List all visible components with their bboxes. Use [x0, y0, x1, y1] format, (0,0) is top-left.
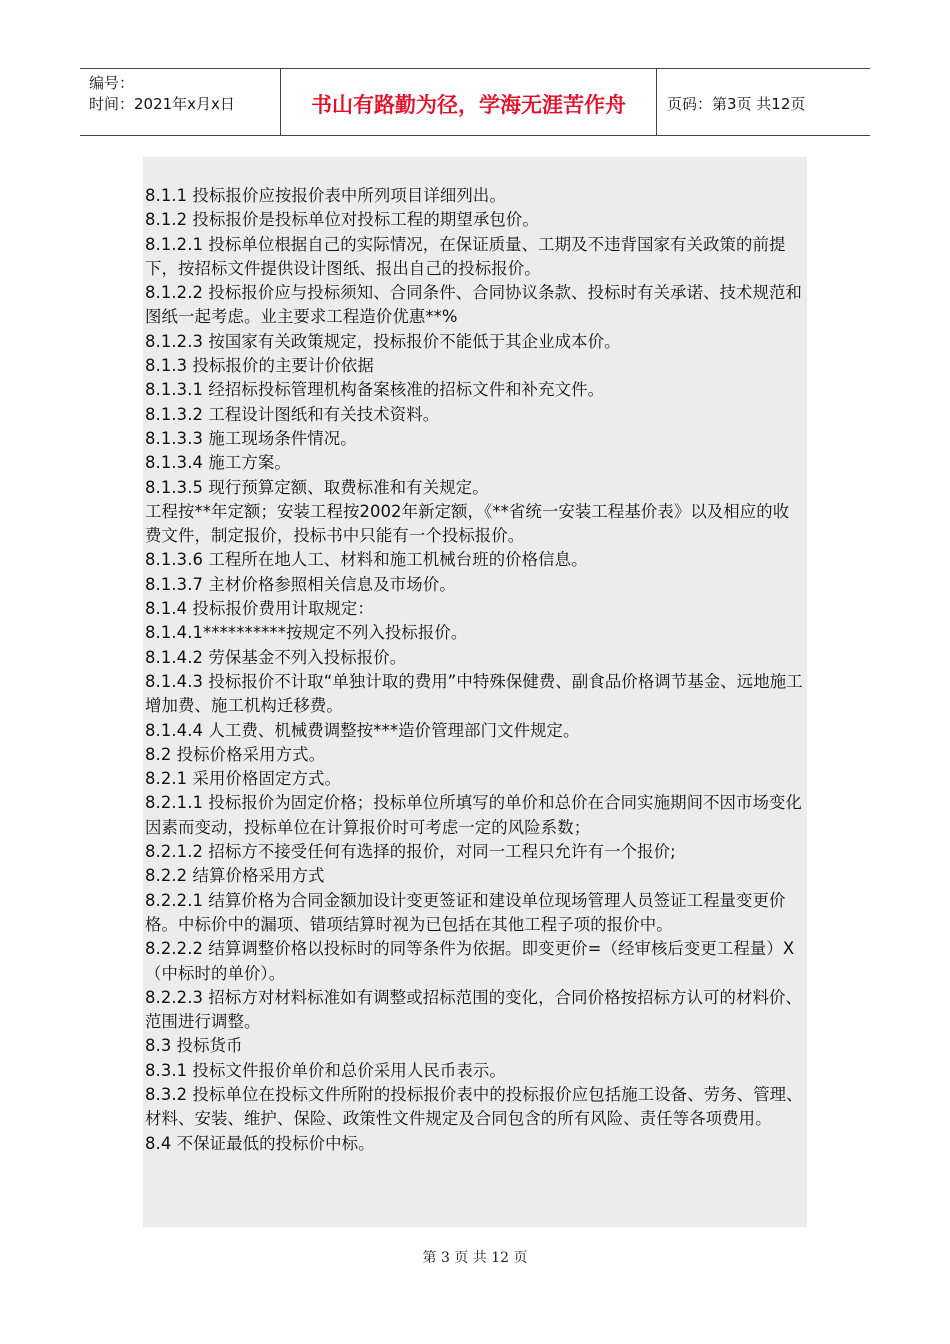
paragraph: 8.3.1 投标文件报价单价和总价采用人民币表示。: [145, 1060, 506, 1080]
paragraph: 8.1.3.1 经招标投标管理机构备案核准的招标文件和补充文件。: [145, 380, 605, 400]
paragraph: 8.2.1.1 投标报价为固定价格；投标单位所填写的单价和总价在合同实施期间不因市场变化因素而变动，投标单位在计算报价时可考虑一定的风险系数；: [145, 793, 803, 837]
paragraph: 8.1.3.4 施工方案。: [145, 453, 291, 473]
paragraph: 工程按**年定额；安装工程按2002年新定额，《**省统一安装工程基价表》以及相应的收费文件，制定报价，投标书中只能有一个投标报价。: [145, 501, 790, 546]
paragraph: 8.1.4 投标报价费用计取规定：: [145, 599, 374, 619]
paragraph: 8.1.4.2 劳保基金不列入投标报价。: [145, 647, 407, 667]
header-page-info: 页码：第3页 共12页: [667, 94, 806, 113]
paragraph: 8.1.2.3 按国家有关政策规定，投标报价不能低于其企业成本价。: [145, 331, 621, 351]
document-body: [143, 157, 807, 1227]
paragraph: 8.1.1 投标报价应按报价表中所列项目详细列出。: [145, 186, 506, 205]
paragraph: 8.1.4.3 投标报价不计取“单独计取的费用”中特殊保健费、副食品价格调节基金、远地施工增加费、施工机构迁移费。: [145, 671, 803, 716]
paragraph: 8.1.3 投标报价的主要计价依据: [145, 356, 374, 376]
paragraph: 8.1.2.2 投标报价应与投标须知、合同条件、合同协议条款、投标时有关承诺、技术规范和图纸一起考虑。业主要求工程造价优惠**%: [145, 283, 803, 327]
paragraph: 8.2.2.2 结算调整价格以投标时的同等条件为依据。即变更价=（经审核后变更工程量）X（中标时的单价）。: [145, 939, 795, 983]
paragraph: 8.4 不保证最低的投标价中标。: [145, 1133, 375, 1153]
paragraph: 8.1.2.1 投标单位根据自己的实际情况，在保证质量、工期及不违背国家有关政策的前提下，按招标文件提供设计图纸、报出自己的投标报价。: [145, 234, 786, 278]
paragraph: 8.1.3.3 施工现场条件情况。: [145, 428, 357, 448]
paragraph: 8.1.3.5 现行预算定额、取费标准和有关规定。: [145, 477, 489, 497]
header-meta: [80, 69, 281, 135]
document-number: 编号：: [89, 74, 135, 92]
paragraph: 8.3.2 投标单位在投标文件所附的投标报价表中的投标报价应包括施工设备、劳务、管理、材料、安装、维护、保险、政策性文件规定及合同包含的所有风险、责任等各项费用。: [145, 1084, 803, 1129]
page-header: [80, 68, 870, 136]
paragraph: 8.1.3.7 主材价格参照相关信息及市场价。: [145, 574, 456, 594]
paragraph: 8.2.1 采用价格固定方式。: [145, 769, 341, 789]
paragraph: 8.1.4.4 人工费、机械费调整按***造价管理部门文件规定。: [145, 720, 580, 740]
page-footer: 第 3 页 共 12 页: [422, 1250, 528, 1266]
paragraph: 8.2 投标价格采用方式。: [145, 744, 326, 764]
paragraph: 8.2.2 结算价格采用方式: [145, 866, 325, 886]
paragraph: 8.1.3.2 工程设计图纸和有关技术资料。: [145, 404, 440, 424]
document-time: 时间：2021年x月x日: [89, 95, 235, 113]
paragraph: 8.1.4.1**********按规定不列入投标报价。: [145, 623, 468, 643]
header-motto: 书山有路勤为径，学海无涯苦作舟: [281, 69, 657, 135]
paragraph: 8.3 投标货币: [145, 1036, 243, 1056]
paragraph: 8.2.2.1 结算价格为合同金额加设计变更签证和建设单位现场管理人员签证工程量变更价格。中标价中的漏项、错项结算时视为已包括在其他工程子项的报价中。: [145, 890, 786, 934]
paragraph: 8.1.2 投标报价是投标单位对投标工程的期望承包价。: [145, 210, 539, 230]
paragraph: 8.1.3.6 工程所在地人工、材料和施工机械台班的价格信息。: [145, 550, 588, 570]
paragraph: 8.2.2.3 招标方对材料标准如有调整或招标范围的变化，合同价格按招标方认可的材料价、范围进行调整。: [145, 987, 803, 1032]
paragraph: 8.2.1.2 招标方不接受任何有选择的报价，对同一工程只允许有一个报价;: [145, 842, 676, 862]
